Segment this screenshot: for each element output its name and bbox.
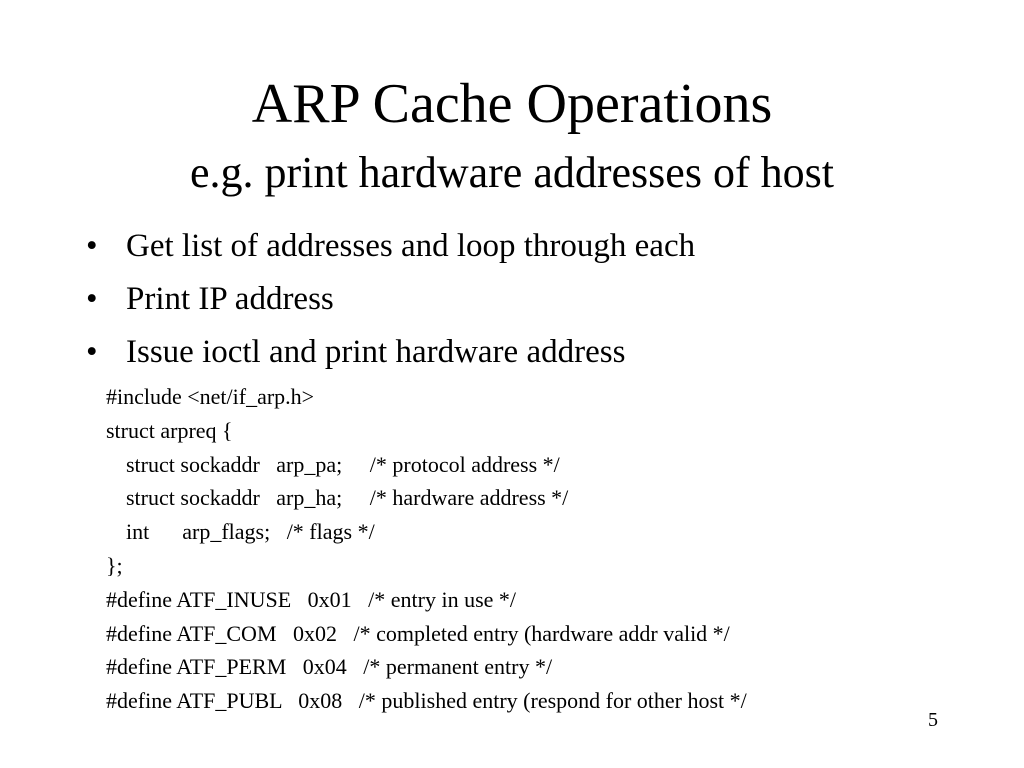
code-line: #define ATF_COM 0x02 /* completed entry (hardware addr valid */ (106, 620, 730, 646)
bullet-item (86, 326, 695, 379)
slide-title: ARP Cache Operations (251, 73, 773, 135)
slide-subtitle: e.g. print hardware addresses of host (190, 148, 834, 197)
bullet-item (86, 220, 695, 273)
bullet-text: Print IP address (126, 281, 334, 317)
bullet-icon: • (86, 334, 98, 370)
page-number: 5 (928, 709, 938, 731)
bullet-icon: • (86, 281, 98, 317)
bullet-icon: • (86, 228, 98, 264)
code-line: #define ATF_INUSE 0x01 /* entry in use */ (106, 586, 517, 612)
code-line: struct arpreq { (106, 417, 233, 443)
code-line: #define ATF_PUBL 0x08 /* published entry (respond for other host */ (106, 688, 747, 714)
code-line: #include <net/if_arp.h> (106, 384, 315, 409)
code-line: }; (106, 552, 123, 578)
code-line: struct sockaddr arp_pa; /* protocol address */ (126, 451, 560, 477)
bullet-list (86, 220, 695, 379)
code-line: struct sockaddr arp_ha; /* hardware address */ (126, 485, 569, 511)
bullet-item (86, 273, 695, 326)
code-line: #define ATF_PERM 0x04 /* permanent entry */ (106, 654, 553, 680)
bullet-text: Issue ioctl and print hardware address (126, 334, 626, 370)
code-block (106, 380, 747, 718)
bullet-text: Get list of addresses and loop through each (126, 228, 696, 264)
code-line: int arp_flags; /* flags */ (126, 519, 375, 545)
